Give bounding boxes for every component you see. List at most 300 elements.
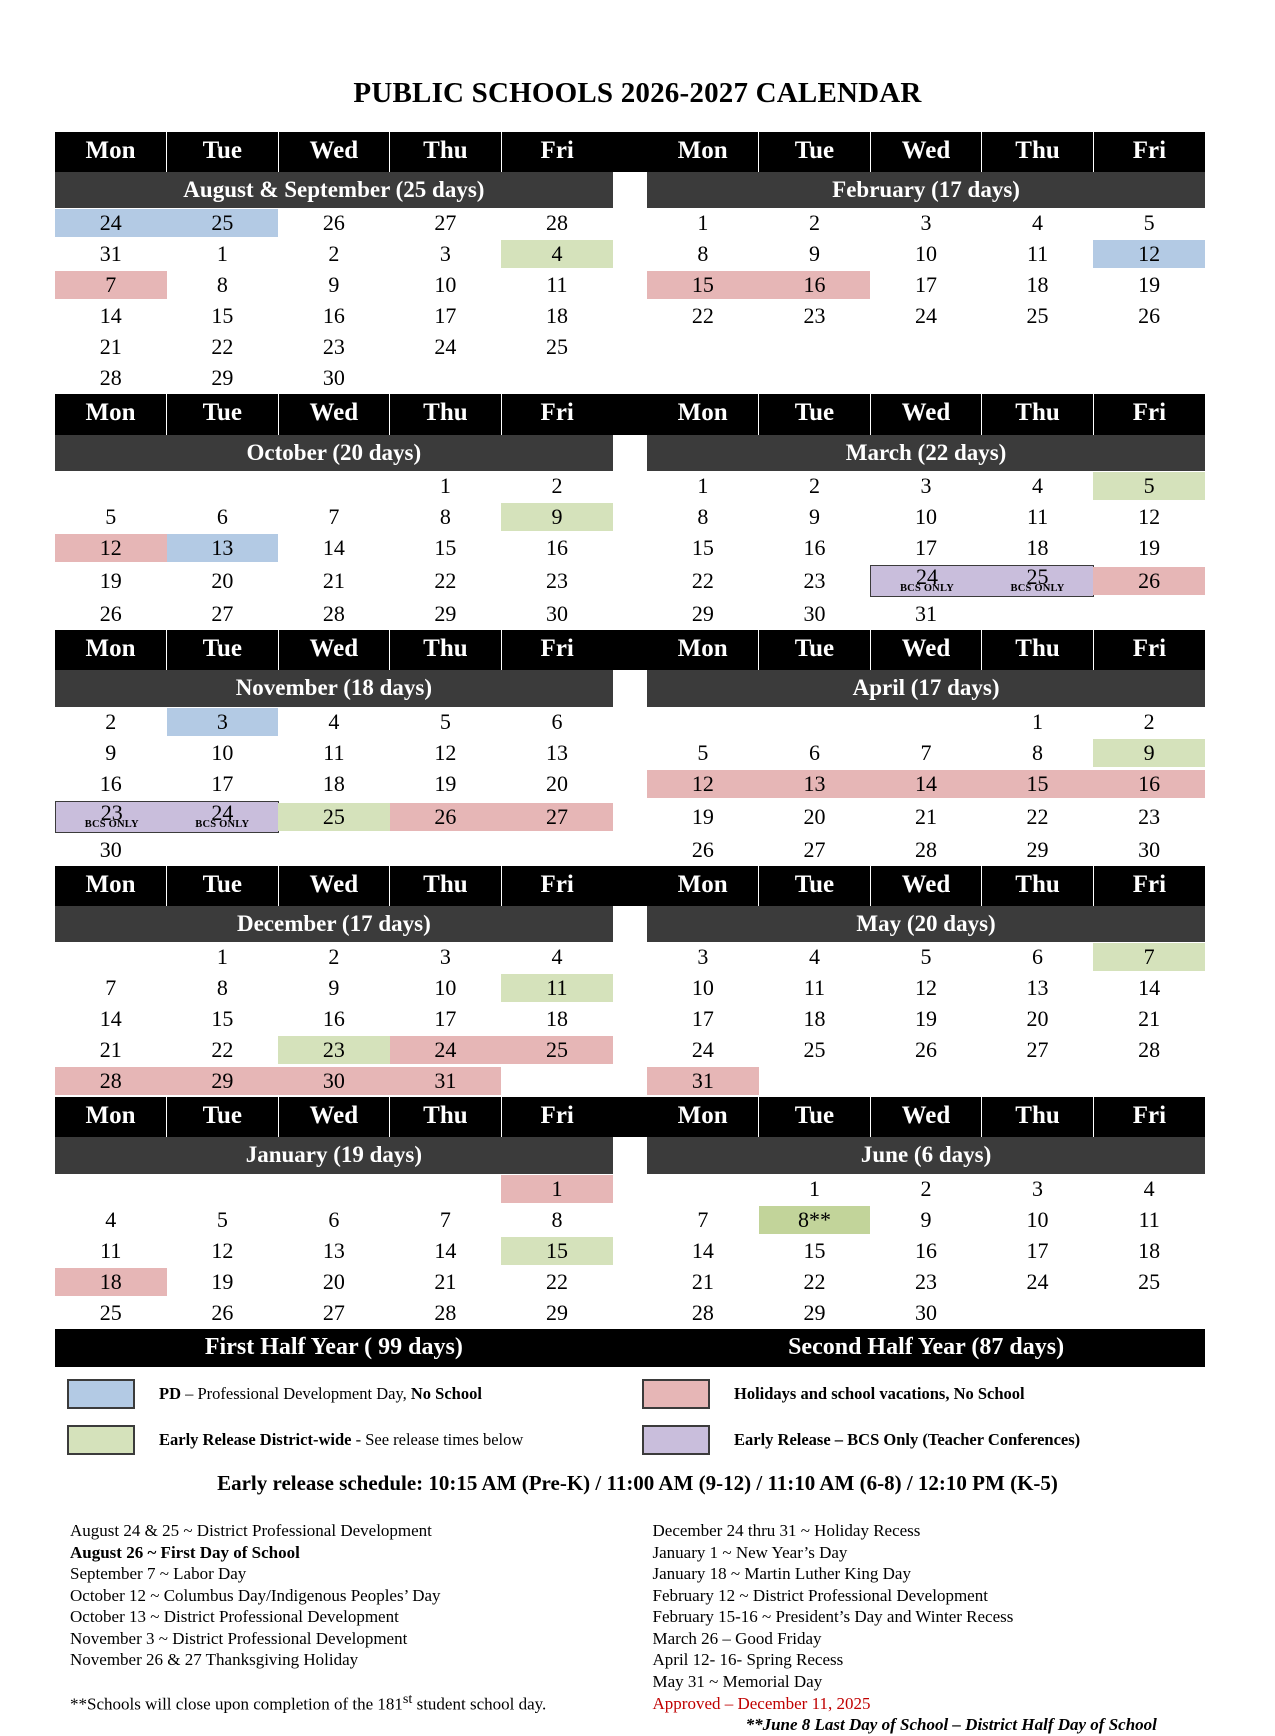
day-cell[interactable] — [870, 707, 982, 738]
day-cell[interactable] — [167, 1066, 279, 1097]
day-cell[interactable] — [501, 301, 613, 332]
day-cell[interactable] — [501, 471, 613, 502]
day-cell[interactable] — [870, 800, 982, 835]
day-cell[interactable] — [501, 1035, 613, 1066]
day-cell[interactable] — [647, 800, 759, 835]
day-cell[interactable] — [278, 1267, 390, 1298]
day-cell[interactable] — [390, 942, 502, 973]
day-cell[interactable] — [55, 471, 167, 502]
day-cell[interactable] — [1093, 599, 1205, 630]
day-cell[interactable] — [870, 363, 982, 394]
day-cell[interactable] — [501, 239, 613, 270]
day-cell[interactable] — [982, 835, 1094, 866]
day-cell[interactable] — [1093, 1236, 1205, 1267]
day-cell[interactable] — [647, 1066, 759, 1097]
day-cell[interactable] — [1093, 208, 1205, 239]
day-cell[interactable] — [167, 942, 279, 973]
day-cell[interactable] — [167, 239, 279, 270]
day-cell[interactable] — [982, 1035, 1094, 1066]
month-title: June (6 days) — [647, 1137, 1205, 1173]
day-cell[interactable] — [55, 769, 167, 800]
day-cell[interactable] — [390, 239, 502, 270]
day-cell[interactable] — [982, 270, 1094, 301]
day-cell[interactable] — [647, 769, 759, 800]
day-cell[interactable] — [1093, 800, 1205, 835]
day-number — [1093, 600, 1205, 628]
day-cell[interactable] — [982, 301, 1094, 332]
day-cell[interactable] — [55, 564, 167, 599]
day-cell[interactable] — [759, 1267, 871, 1298]
day-cell[interactable] — [759, 1298, 871, 1329]
day-cell[interactable] — [501, 502, 613, 533]
day-cell[interactable] — [167, 738, 279, 769]
legend-item-early-district — [55, 1425, 630, 1455]
day-cell[interactable] — [501, 363, 613, 394]
day-number: 11 — [1026, 241, 1049, 267]
day-cell[interactable] — [278, 502, 390, 533]
day-cell[interactable] — [870, 1174, 982, 1205]
day-cell[interactable] — [870, 1066, 982, 1097]
day-cell[interactable] — [501, 208, 613, 239]
day-cell[interactable] — [278, 769, 390, 800]
day-cell[interactable] — [982, 973, 1094, 1004]
day-number: 29 — [1026, 836, 1049, 862]
day-cell[interactable] — [870, 239, 982, 270]
day-cell[interactable] — [55, 1066, 167, 1097]
day-cell[interactable] — [1093, 835, 1205, 866]
day-cell[interactable] — [278, 599, 390, 630]
day-cell[interactable] — [55, 502, 167, 533]
day-cell[interactable] — [870, 301, 982, 332]
day-cell[interactable] — [870, 471, 982, 502]
day-cell[interactable] — [167, 1236, 279, 1267]
day-cell[interactable] — [390, 1267, 502, 1298]
day-cell[interactable] — [167, 599, 279, 630]
day-cell[interactable] — [982, 738, 1094, 769]
day-cell[interactable] — [167, 973, 279, 1004]
day-cell[interactable] — [759, 208, 871, 239]
day-cell[interactable] — [982, 239, 1094, 270]
day-cell[interactable] — [501, 1205, 613, 1236]
day-number: 26 — [1138, 303, 1161, 329]
day-cell[interactable] — [390, 363, 502, 394]
day-cell[interactable] — [55, 973, 167, 1004]
day-cell[interactable] — [278, 1298, 390, 1329]
day-cell[interactable] — [278, 738, 390, 769]
day-cell[interactable] — [647, 1174, 759, 1205]
day-cell[interactable] — [759, 301, 871, 332]
day-cell[interactable] — [55, 1236, 167, 1267]
legend-item-pd — [55, 1379, 630, 1409]
day-cell[interactable] — [870, 738, 982, 769]
day-cell[interactable] — [390, 1298, 502, 1329]
day-cell[interactable] — [501, 332, 613, 363]
day-cell[interactable] — [759, 738, 871, 769]
column-gap — [613, 707, 647, 738]
day-cell[interactable] — [982, 942, 1094, 973]
day-cell[interactable] — [55, 599, 167, 630]
day-cell[interactable] — [759, 973, 871, 1004]
day-cell[interactable] — [982, 1174, 1094, 1205]
day-cell[interactable] — [390, 599, 502, 630]
day-cell[interactable] — [870, 835, 982, 866]
day-cell[interactable] — [278, 363, 390, 394]
day-cell[interactable] — [278, 1066, 390, 1097]
week-row — [55, 208, 1205, 239]
day-number: 7 — [1093, 943, 1205, 971]
day-cell[interactable] — [647, 471, 759, 502]
day-cell[interactable] — [759, 239, 871, 270]
day-cell[interactable] — [390, 502, 502, 533]
day-cell[interactable] — [870, 1004, 982, 1035]
day-cell[interactable] — [55, 363, 167, 394]
day-cell[interactable] — [55, 707, 167, 738]
day-cell[interactable] — [759, 707, 871, 738]
day-cell[interactable] — [647, 942, 759, 973]
day-cell[interactable] — [870, 270, 982, 301]
day-cell[interactable] — [1093, 769, 1205, 800]
day-cell[interactable] — [870, 769, 982, 800]
day-cell[interactable] — [647, 835, 759, 866]
day-cell[interactable] — [278, 1236, 390, 1267]
day-cell[interactable] — [1093, 738, 1205, 769]
day-cell[interactable] — [167, 301, 279, 332]
day-cell[interactable] — [1093, 270, 1205, 301]
day-cell[interactable] — [647, 1004, 759, 1035]
day-cell[interactable] — [759, 1174, 871, 1205]
dow-header-wed-right: Wed — [870, 866, 982, 906]
day-number: 25 — [545, 334, 568, 360]
day-cell[interactable] — [982, 533, 1094, 564]
day-cell[interactable] — [647, 301, 759, 332]
day-cell[interactable] — [982, 1004, 1094, 1035]
day-cell[interactable] — [278, 533, 390, 564]
note-line: February 12 ~ District Professional Development — [652, 1585, 988, 1605]
day-cell[interactable] — [278, 239, 390, 270]
day-cell[interactable] — [278, 942, 390, 973]
day-cell[interactable] — [870, 1035, 982, 1066]
day-cell[interactable] — [278, 800, 390, 835]
day-cell[interactable] — [1093, 239, 1205, 270]
day-cell[interactable] — [759, 332, 871, 363]
day-cell[interactable] — [278, 835, 390, 866]
day-cell[interactable] — [982, 363, 1094, 394]
day-cell[interactable] — [982, 1236, 1094, 1267]
day-cell[interactable] — [167, 564, 279, 599]
day-cell[interactable] — [278, 564, 390, 599]
day-cell[interactable] — [501, 738, 613, 769]
day-cell[interactable] — [278, 471, 390, 502]
day-cell[interactable] — [390, 564, 502, 599]
column-gap — [613, 1066, 647, 1097]
day-cell[interactable] — [647, 1205, 759, 1236]
day-cell[interactable] — [1093, 332, 1205, 363]
day-cell[interactable] — [55, 1267, 167, 1298]
day-cell[interactable] — [278, 1004, 390, 1035]
day-cell[interactable] — [1093, 1066, 1205, 1097]
dow-header-thu-right: Thu — [982, 630, 1094, 670]
day-cell[interactable] — [55, 800, 167, 835]
day-cell[interactable] — [167, 363, 279, 394]
day-cell[interactable] — [501, 1004, 613, 1035]
day-cell[interactable] — [647, 564, 759, 599]
day-cell[interactable] — [870, 973, 982, 1004]
day-cell[interactable] — [759, 769, 871, 800]
day-cell[interactable] — [759, 1035, 871, 1066]
day-number — [167, 472, 279, 500]
day-cell[interactable] — [501, 1236, 613, 1267]
day-cell[interactable] — [647, 973, 759, 1004]
day-cell[interactable] — [870, 502, 982, 533]
day-number: 8 — [439, 503, 451, 529]
day-cell[interactable] — [278, 301, 390, 332]
day-cell[interactable] — [278, 973, 390, 1004]
day-cell[interactable] — [759, 1066, 871, 1097]
calendar-table — [55, 132, 1205, 1367]
day-cell[interactable] — [167, 1174, 279, 1205]
day-cell[interactable] — [390, 270, 502, 301]
day-cell[interactable] — [647, 208, 759, 239]
day-cell[interactable] — [167, 1004, 279, 1035]
day-cell[interactable] — [870, 1205, 982, 1236]
day-cell[interactable] — [167, 208, 279, 239]
day-cell[interactable] — [982, 800, 1094, 835]
day-cell[interactable] — [167, 533, 279, 564]
day-cell[interactable] — [167, 1298, 279, 1329]
day-cell[interactable] — [390, 707, 502, 738]
day-cell[interactable] — [278, 208, 390, 239]
day-cell[interactable] — [390, 1035, 502, 1066]
day-cell[interactable] — [55, 1205, 167, 1236]
day-cell[interactable] — [167, 800, 279, 835]
day-cell[interactable] — [167, 1205, 279, 1236]
day-cell[interactable] — [390, 301, 502, 332]
day-cell[interactable] — [167, 502, 279, 533]
day-number: 23 — [278, 1036, 390, 1064]
day-cell[interactable] — [278, 1174, 390, 1205]
day-cell[interactable] — [167, 835, 279, 866]
day-cell[interactable] — [390, 1004, 502, 1035]
day-cell[interactable] — [278, 707, 390, 738]
day-cell[interactable] — [501, 800, 613, 835]
day-cell[interactable] — [1093, 1004, 1205, 1035]
note-line: December 24 thru 31 ~ Holiday Recess — [652, 1521, 921, 1541]
day-cell[interactable] — [167, 332, 279, 363]
day-cell[interactable] — [647, 239, 759, 270]
day-cell[interactable] — [55, 738, 167, 769]
day-cell[interactable] — [647, 1035, 759, 1066]
day-cell[interactable] — [647, 1236, 759, 1267]
day-cell[interactable] — [647, 270, 759, 301]
day-cell[interactable] — [501, 973, 613, 1004]
column-gap — [613, 942, 647, 973]
day-cell[interactable] — [390, 769, 502, 800]
day-cell[interactable] — [1093, 533, 1205, 564]
day-cell[interactable] — [390, 973, 502, 1004]
month-header-row — [55, 670, 1205, 706]
day-cell[interactable] — [870, 533, 982, 564]
day-cell[interactable] — [55, 1035, 167, 1066]
day-cell[interactable] — [55, 942, 167, 973]
dow-header-mon: Mon — [55, 394, 167, 434]
day-cell[interactable] — [55, 239, 167, 270]
day-cell[interactable] — [278, 270, 390, 301]
day-cell[interactable] — [501, 1298, 613, 1329]
day-number: 9 — [808, 241, 820, 267]
day-cell[interactable] — [1093, 1035, 1205, 1066]
day-cell[interactable] — [759, 599, 871, 630]
day-number — [278, 472, 390, 500]
day-cell[interactable] — [501, 533, 613, 564]
day-cell[interactable] — [167, 471, 279, 502]
day-cell[interactable] — [501, 564, 613, 599]
day-cell[interactable] — [759, 1236, 871, 1267]
day-cell[interactable] — [982, 208, 1094, 239]
day-cell[interactable] — [1093, 1298, 1205, 1329]
column-gap — [613, 208, 647, 239]
day-cell[interactable] — [759, 270, 871, 301]
day-cell[interactable] — [759, 533, 871, 564]
day-cell[interactable] — [1093, 363, 1205, 394]
day-cell[interactable] — [501, 707, 613, 738]
day-cell[interactable] — [1093, 1205, 1205, 1236]
day-cell[interactable] — [55, 208, 167, 239]
day-cell[interactable] — [390, 1174, 502, 1205]
day-cell[interactable] — [167, 769, 279, 800]
day-cell[interactable] — [759, 363, 871, 394]
day-cell[interactable] — [1093, 942, 1205, 973]
day-cell[interactable] — [647, 599, 759, 630]
day-number: 8 — [1032, 739, 1044, 765]
day-cell[interactable] — [55, 835, 167, 866]
legend-label-pd: PD – Professional Development Day, No School — [159, 1384, 482, 1404]
day-cell[interactable] — [870, 1236, 982, 1267]
day-number: 24 — [691, 1037, 714, 1063]
day-cell[interactable] — [390, 835, 502, 866]
day-cell[interactable] — [501, 769, 613, 800]
day-cell[interactable] — [55, 533, 167, 564]
day-cell[interactable] — [1093, 564, 1205, 599]
day-number: 3 — [439, 241, 451, 267]
day-cell[interactable] — [759, 942, 871, 973]
day-cell[interactable] — [1093, 301, 1205, 332]
day-cell[interactable] — [647, 502, 759, 533]
day-cell[interactable] — [870, 332, 982, 363]
day-cell[interactable] — [390, 208, 502, 239]
day-cell[interactable] — [647, 363, 759, 394]
day-cell[interactable] — [55, 301, 167, 332]
day-cell[interactable] — [759, 1205, 871, 1236]
day-cell[interactable] — [167, 270, 279, 301]
day-cell[interactable] — [501, 1066, 613, 1097]
day-cell[interactable] — [167, 1035, 279, 1066]
day-cell[interactable] — [55, 1004, 167, 1035]
day-cell[interactable] — [501, 835, 613, 866]
day-cell[interactable] — [647, 707, 759, 738]
day-number: 22 — [545, 1268, 568, 1294]
day-cell[interactable] — [759, 1004, 871, 1035]
day-cell[interactable] — [390, 332, 502, 363]
day-cell[interactable] — [870, 599, 982, 630]
day-cell[interactable] — [1093, 707, 1205, 738]
day-cell[interactable] — [759, 564, 871, 599]
day-cell[interactable] — [870, 1298, 982, 1329]
day-cell[interactable] — [982, 1205, 1094, 1236]
day-cell[interactable] — [390, 800, 502, 835]
day-cell[interactable] — [982, 564, 1094, 599]
day-cell[interactable] — [55, 270, 167, 301]
day-cell[interactable] — [759, 800, 871, 835]
day-cell[interactable] — [982, 769, 1094, 800]
day-cell[interactable] — [982, 502, 1094, 533]
day-cell[interactable] — [759, 502, 871, 533]
day-cell[interactable] — [647, 533, 759, 564]
day-cell[interactable] — [390, 1205, 502, 1236]
day-cell[interactable] — [501, 599, 613, 630]
day-cell[interactable] — [501, 1174, 613, 1205]
day-number: 6 — [808, 739, 820, 765]
day-cell[interactable] — [982, 1298, 1094, 1329]
day-cell[interactable] — [55, 1174, 167, 1205]
day-cell[interactable] — [870, 564, 982, 599]
day-number: 18 — [322, 770, 345, 796]
day-cell[interactable] — [982, 332, 1094, 363]
day-cell[interactable] — [1093, 471, 1205, 502]
day-cell[interactable] — [647, 1298, 759, 1329]
day-number: 29 — [167, 1067, 279, 1095]
day-cell[interactable] — [1093, 1174, 1205, 1205]
day-cell[interactable] — [1093, 1267, 1205, 1298]
day-cell[interactable] — [870, 942, 982, 973]
day-cell[interactable] — [55, 332, 167, 363]
day-cell[interactable] — [982, 1066, 1094, 1097]
day-cell[interactable] — [982, 707, 1094, 738]
day-cell[interactable] — [167, 707, 279, 738]
day-cell[interactable] — [55, 1298, 167, 1329]
day-cell[interactable] — [390, 1066, 502, 1097]
day-cell[interactable] — [759, 835, 871, 866]
day-cell[interactable] — [278, 332, 390, 363]
week-row — [55, 835, 1205, 866]
day-cell[interactable] — [1093, 973, 1205, 1004]
day-cell[interactable] — [501, 1267, 613, 1298]
day-cell[interactable] — [647, 1267, 759, 1298]
day-number: 23 — [1138, 803, 1161, 829]
day-cell[interactable] — [870, 1267, 982, 1298]
day-cell[interactable] — [390, 533, 502, 564]
day-cell[interactable] — [647, 738, 759, 769]
day-cell[interactable] — [167, 1267, 279, 1298]
day-cell[interactable] — [982, 471, 1094, 502]
day-number: 14 — [870, 770, 982, 798]
day-cell[interactable] — [390, 471, 502, 502]
day-cell[interactable] — [759, 471, 871, 502]
day-cell[interactable] — [870, 208, 982, 239]
day-cell[interactable] — [278, 1035, 390, 1066]
day-number — [55, 943, 167, 971]
day-cell[interactable] — [278, 1205, 390, 1236]
day-cell[interactable] — [647, 332, 759, 363]
month-title: April (17 days) — [647, 670, 1205, 706]
day-cell[interactable] — [501, 942, 613, 973]
day-cell[interactable] — [390, 738, 502, 769]
day-cell[interactable] — [390, 1236, 502, 1267]
day-cell[interactable] — [982, 1267, 1094, 1298]
day-cell[interactable] — [982, 599, 1094, 630]
day-number: 21 — [691, 1268, 714, 1294]
day-cell[interactable] — [1093, 502, 1205, 533]
day-cell[interactable] — [501, 270, 613, 301]
